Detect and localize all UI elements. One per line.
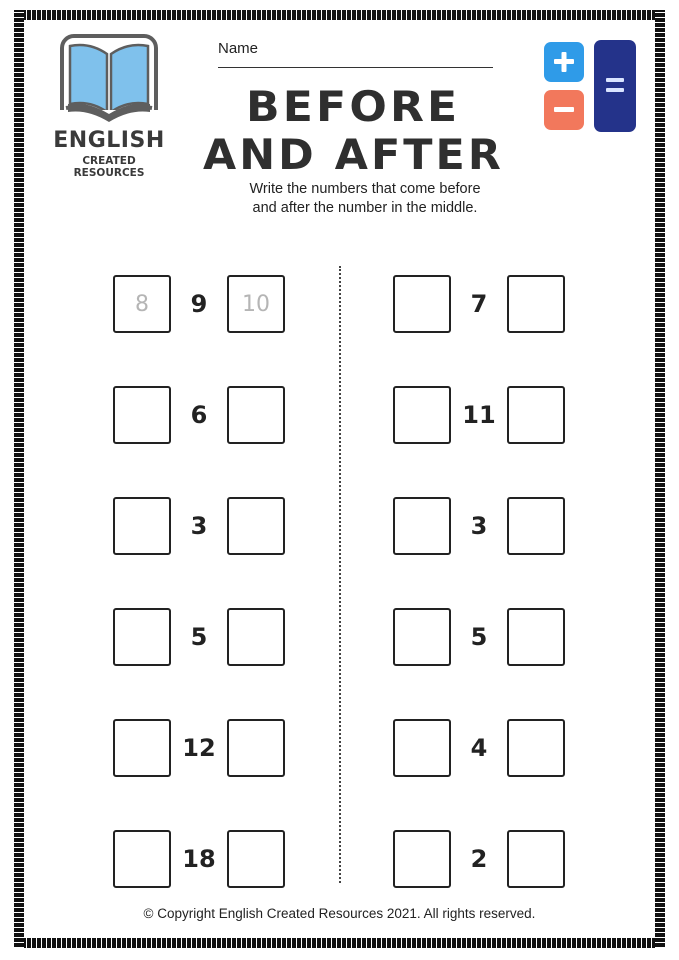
name-label: Name: [218, 40, 259, 57]
middle-number: 18: [182, 845, 216, 873]
after-answer-box[interactable]: [507, 497, 565, 555]
after-answer-box[interactable]: [227, 719, 285, 777]
border-left: [14, 10, 24, 948]
before-answer-box[interactable]: [113, 386, 171, 444]
after-answer-box[interactable]: [507, 830, 565, 888]
exercise-row: [393, 608, 565, 666]
name-field-line[interactable]: [218, 67, 493, 68]
middle-number: 6: [190, 401, 208, 429]
before-answer-box[interactable]: [393, 497, 451, 555]
after-answer-box[interactable]: [227, 608, 285, 666]
copyright-footer: © Copyright English Created Resources 2021. All rights reserved.: [143, 906, 536, 921]
instructions-line2: and after the number in the middle.: [252, 200, 478, 216]
after-answer-box[interactable]: [227, 497, 285, 555]
middle-number: 9: [190, 290, 208, 318]
before-answer-box[interactable]: [393, 608, 451, 666]
before-answer-box[interactable]: [393, 830, 451, 888]
border-bottom: [14, 938, 665, 948]
exercise-row: [393, 386, 565, 444]
middle-number: 5: [190, 623, 208, 651]
middle-number: 4: [470, 734, 488, 762]
middle-number: 5: [470, 623, 488, 651]
middle-number: 12: [182, 734, 216, 762]
exercise-row: [113, 386, 285, 444]
instructions-line1: Write the numbers that come before: [249, 181, 481, 197]
exercise-row: [113, 275, 285, 333]
before-answer-box[interactable]: [393, 275, 451, 333]
exercise-row: [393, 275, 565, 333]
exercise-row: [393, 719, 565, 777]
before-answer-box[interactable]: [113, 719, 171, 777]
before-answer-box[interactable]: [393, 386, 451, 444]
before-answer-box[interactable]: 8: [113, 275, 171, 333]
before-answer-box[interactable]: [113, 497, 171, 555]
middle-number: 11: [462, 401, 496, 429]
exercise-row: [393, 830, 565, 888]
before-answer-box[interactable]: [113, 608, 171, 666]
page-title-line2: AND AFTER: [203, 130, 504, 179]
math-operators-icon: [540, 38, 640, 134]
instructions: [190, 180, 540, 218]
after-answer-box[interactable]: [507, 386, 565, 444]
exercise-row: [113, 497, 285, 555]
logo-subtitle: CREATED RESOURCES: [73, 155, 145, 179]
middle-number: 2: [470, 845, 488, 873]
after-answer-box[interactable]: 10: [227, 275, 285, 333]
middle-number: 3: [190, 512, 208, 540]
page-title-line1: BEFORE: [246, 82, 461, 131]
after-answer-box[interactable]: [507, 608, 565, 666]
after-answer-box[interactable]: [507, 275, 565, 333]
column-divider: [339, 266, 341, 883]
after-answer-box[interactable]: [507, 719, 565, 777]
border-right: [655, 10, 665, 948]
exercise-row: [113, 719, 285, 777]
exercise-row: [113, 830, 285, 888]
exercise-row: [113, 608, 285, 666]
logo-title: ENGLISH: [53, 128, 165, 153]
brand-logo: [46, 34, 172, 179]
before-answer-box[interactable]: [113, 830, 171, 888]
exercise-row: [393, 497, 565, 555]
middle-number: 7: [470, 290, 488, 318]
middle-number: 3: [470, 512, 488, 540]
before-answer-box[interactable]: [393, 719, 451, 777]
border-top: [14, 10, 665, 20]
book-icon: [60, 34, 158, 126]
after-answer-box[interactable]: [227, 830, 285, 888]
after-answer-box[interactable]: [227, 386, 285, 444]
